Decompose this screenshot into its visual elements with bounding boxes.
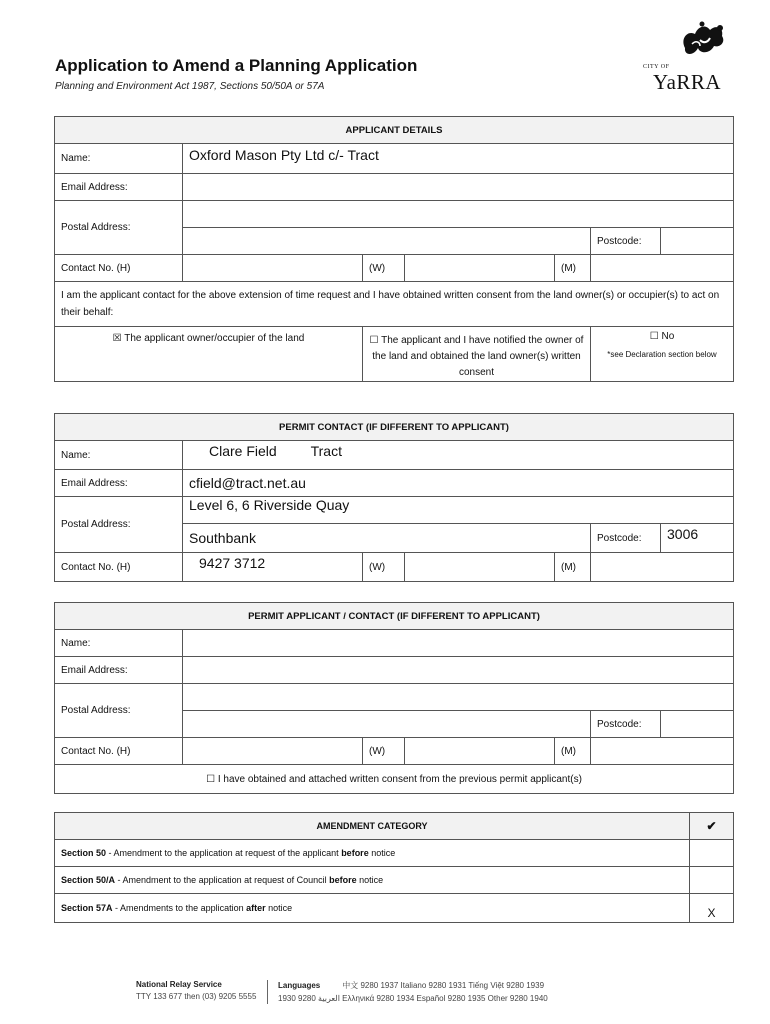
permit-contact-postal-line2[interactable]: Southbank <box>183 524 591 553</box>
permit-contact-postal-label: Postal Address: <box>55 497 183 553</box>
page-title: Application to Amend a Planning Application <box>55 56 418 75</box>
amendment-category-table <box>54 812 734 923</box>
applicant-name-field[interactable]: Oxford Mason Pty Ltd c/- Tract <box>183 144 734 174</box>
applicant-postal-line2[interactable] <box>183 228 591 255</box>
option-notified-owner[interactable]: ☐ The applicant and I have notified the owner of the land and obtained the land owner(s) written consent <box>363 327 591 382</box>
permit-applicant-postal-label: Postal Address: <box>55 684 183 738</box>
permit-contact-email-label: Email Address: <box>55 470 183 497</box>
permit-applicant-w-label: (W) <box>363 738 405 765</box>
applicant-name-label: Name: <box>55 144 183 174</box>
applicant-consent-text: I am the applicant contact for the above extension of time request and I have obtained written consent from the land owner(s) or occupier(s) to act on their behalf: <box>55 282 734 327</box>
permit-contact-postcode-label: Postcode: <box>591 524 661 553</box>
permit-applicant-table <box>54 602 734 794</box>
permit-contact-contact-label: Contact No. (H) <box>55 553 183 582</box>
amendment-section50a-checkbox[interactable] <box>690 867 734 894</box>
amendment-row <box>55 867 734 894</box>
permit-applicant-postal-line2[interactable] <box>183 711 591 738</box>
applicant-contact-m-field[interactable] <box>591 255 734 282</box>
permit-contact-email-field[interactable]: cfield@tract.net.au <box>183 470 734 497</box>
permit-contact-postcode-field[interactable]: 3006 <box>661 524 734 553</box>
languages-row1: 中文 9280 1937 Italiano 9280 1931 Tiếng Việt 9280 1939 <box>342 981 545 990</box>
amendment-row <box>55 840 734 867</box>
amendment-desc: - Amendment to the application at request of the applicant <box>106 848 342 858</box>
applicant-postal-label: Postal Address: <box>55 201 183 255</box>
amendment-section: Section 50 <box>61 848 107 858</box>
permit-contact-postal-line1[interactable]: Level 6, 6 Riverside Quay <box>183 497 734 524</box>
permit-applicant-m-label: (M) <box>555 738 591 765</box>
permit-contact-contact-h-field[interactable]: 9427 3712 <box>183 553 363 582</box>
amendment-desc-bold: before <box>341 848 369 858</box>
amendment-section: Section 57A <box>61 903 113 913</box>
permit-applicant-postcode-label: Postcode: <box>591 711 661 738</box>
amendment-desc-bold: after <box>246 903 266 913</box>
option-owner-occupier[interactable]: ☒ The applicant owner/occupier of the land <box>55 327 363 382</box>
permit-contact-heading: PERMIT CONTACT (IF DIFFERENT TO APPLICANT) <box>55 414 734 441</box>
amendment-section50-checkbox[interactable] <box>690 840 734 867</box>
languages-row2: العربية 9280 1930 Ελληνικά 9280 1934 Español 9280 1935 Other 9280 1940 <box>278 994 548 1003</box>
permit-contact-name-org: Tract <box>310 443 342 459</box>
amendment-heading: AMENDMENT CATEGORY <box>55 813 690 840</box>
permit-contact-name-label: Name: <box>55 441 183 470</box>
permit-contact-contact-m-field[interactable] <box>591 553 734 582</box>
permit-applicant-heading: PERMIT APPLICANT / CONTACT (IF DIFFERENT TO APPLICANT) <box>55 603 734 630</box>
amendment-desc: - Amendment to the application at request of Council <box>115 875 330 885</box>
amendment-desc-end: notice <box>356 875 384 885</box>
footer-divider <box>267 980 268 1004</box>
permit-applicant-consent-checkbox[interactable]: ☐ I have obtained and attached written consent from the previous permit applicant(s) <box>55 765 734 794</box>
applicant-postcode-field[interactable] <box>661 228 734 255</box>
logo-city-text: CITY OF <box>643 64 670 70</box>
amendment-desc-end: notice <box>265 903 293 913</box>
permit-applicant-contact-w-field[interactable] <box>405 738 555 765</box>
permit-contact-m-label: (M) <box>555 553 591 582</box>
option-no[interactable]: ☐ No <box>649 331 675 342</box>
permit-applicant-contact-h-field[interactable] <box>183 738 363 765</box>
permit-contact-name-value: Clare Field <box>209 443 277 459</box>
applicant-email-label: Email Address: <box>55 174 183 201</box>
permit-contact-contact-w-field[interactable] <box>405 553 555 582</box>
nrs-detail: TTY 133 677 then (03) 9205 5555 <box>136 992 257 1001</box>
amendment-desc: - Amendments to the application <box>112 903 247 913</box>
permit-contact-name-field[interactable] <box>183 441 734 470</box>
applicant-contact-w-field[interactable] <box>405 255 555 282</box>
permit-contact-table <box>54 413 734 582</box>
applicant-postal-line1[interactable] <box>183 201 734 228</box>
permit-applicant-email-label: Email Address: <box>55 657 183 684</box>
applicant-email-field[interactable] <box>183 174 734 201</box>
amendment-desc-end: notice <box>368 848 396 858</box>
nrs-title: National Relay Service <box>136 980 222 989</box>
languages-title: Languages <box>278 981 321 990</box>
applicant-heading: APPLICANT DETAILS <box>55 117 734 144</box>
permit-applicant-contact-m-field[interactable] <box>591 738 734 765</box>
applicant-contact-h-field[interactable] <box>183 255 363 282</box>
permit-contact-w-label: (W) <box>363 553 405 582</box>
permit-applicant-name-field[interactable] <box>183 630 734 657</box>
option-no-note: *see Declaration section below <box>607 350 717 359</box>
amendment-section: Section 50/A <box>61 875 116 885</box>
permit-applicant-email-field[interactable] <box>183 657 734 684</box>
amendment-row <box>55 894 734 923</box>
applicant-w-label: (W) <box>363 255 405 282</box>
applicant-postcode-label: Postcode: <box>591 228 661 255</box>
amendment-section57a-checkbox[interactable]: X <box>690 894 734 923</box>
tick-header-icon: ✔ <box>690 813 734 840</box>
permit-applicant-postcode-field[interactable] <box>661 711 734 738</box>
permit-applicant-contact-label: Contact No. (H) <box>55 738 183 765</box>
amendment-desc-bold: before <box>329 875 357 885</box>
permit-applicant-postal-line1[interactable] <box>183 684 734 711</box>
applicant-m-label: (M) <box>555 255 591 282</box>
page-subtitle: Planning and Environment Act 1987, Sections 50/50A or 57A <box>55 81 325 92</box>
permit-applicant-name-label: Name: <box>55 630 183 657</box>
applicant-contact-label: Contact No. (H) <box>55 255 183 282</box>
applicant-details-table <box>54 116 734 382</box>
logo-yarra-text: YaRRA <box>653 70 722 94</box>
